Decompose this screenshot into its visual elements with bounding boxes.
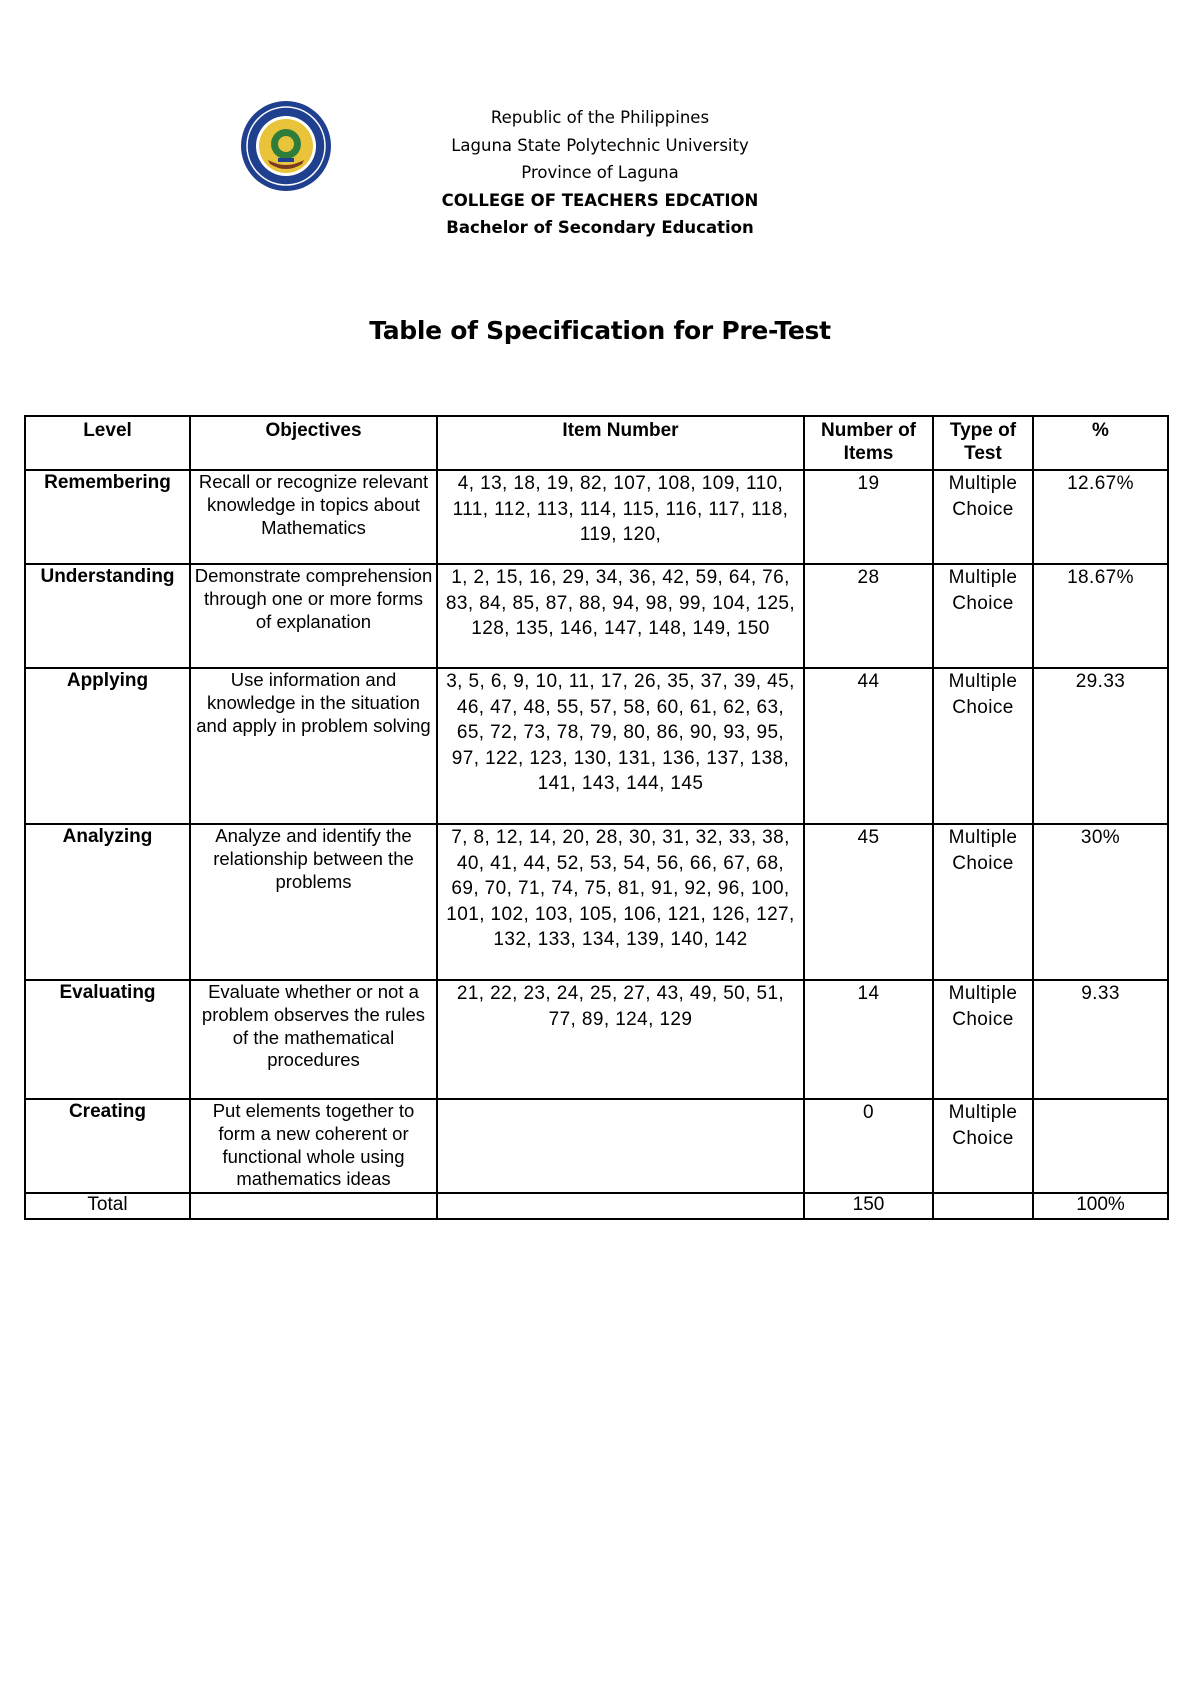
percent-cell: 18.67% bbox=[1033, 564, 1168, 668]
count-cell: 19 bbox=[804, 470, 933, 564]
objective-cell: Evaluate whether or not a problem observes the rules of the mathematical procedures bbox=[190, 980, 437, 1099]
column-header-item-number: Item Number bbox=[437, 416, 804, 470]
type-cell: Multiple Choice bbox=[933, 824, 1033, 980]
level-cell: Applying bbox=[25, 668, 190, 824]
total-label-cell: Total bbox=[25, 1193, 190, 1219]
objective-cell: Use information and knowledge in the situation and apply in problem solving bbox=[190, 668, 437, 824]
count-cell: 45 bbox=[804, 824, 933, 980]
percent-cell: 12.67% bbox=[1033, 470, 1168, 564]
item-number-cell: 3, 5, 6, 9, 10, 11, 17, 26, 35, 37, 39, 45, 46, 47, 48, 55, 57, 58, 60, 61, 62, 63, 65, 72, 73, 78, 79, 80, 86, 90, 93, 95, 97, 122, 123, 130, 131, 136, 137, 138, 141, 143, 144, 145 bbox=[437, 668, 804, 824]
table-row bbox=[25, 564, 1168, 668]
level-cell: Understanding bbox=[25, 564, 190, 668]
column-header-type-of-test: Type of Test bbox=[933, 416, 1033, 470]
objective-cell: Analyze and identify the relationship between the problems bbox=[190, 824, 437, 980]
header-text-block bbox=[0, 104, 1200, 242]
type-cell: Multiple Choice bbox=[933, 470, 1033, 564]
total-percent-cell: 100% bbox=[1033, 1193, 1168, 1219]
objective-cell: Recall or recognize relevant knowledge in topics about Mathematics bbox=[190, 470, 437, 564]
table-row bbox=[25, 668, 1168, 824]
item-number-cell: 21, 22, 23, 24, 25, 27, 43, 49, 50, 51, 77, 89, 124, 129 bbox=[437, 980, 804, 1099]
total-count-cell: 150 bbox=[804, 1193, 933, 1219]
percent-cell: 9.33 bbox=[1033, 980, 1168, 1099]
specification-table bbox=[24, 415, 1169, 1220]
type-cell: Multiple Choice bbox=[933, 1099, 1033, 1193]
table-header-row bbox=[25, 416, 1168, 470]
percent-cell: 30% bbox=[1033, 824, 1168, 980]
level-cell: Remembering bbox=[25, 470, 190, 564]
header-country: Republic of the Philippines bbox=[490, 108, 710, 127]
type-cell: Multiple Choice bbox=[933, 980, 1033, 1099]
objective-cell: Put elements together to form a new coherent or functional whole using mathematics ideas bbox=[190, 1099, 437, 1193]
objective-cell: Demonstrate comprehension through one or more forms of explanation bbox=[190, 564, 437, 668]
table-row bbox=[25, 980, 1168, 1099]
item-number-cell: 7, 8, 12, 14, 20, 28, 30, 31, 32, 33, 38, 40, 41, 44, 52, 53, 54, 56, 66, 67, 68, 69, 70, 71, 74, 75, 81, 91, 92, 96, 100, 101, 102, 103, 105, 106, 121, 126, 127, 132, 133, 134, 139, 140, 142 bbox=[437, 824, 804, 980]
table-row bbox=[25, 824, 1168, 980]
level-cell: Evaluating bbox=[25, 980, 190, 1099]
type-cell: Multiple Choice bbox=[933, 668, 1033, 824]
count-cell: 0 bbox=[804, 1099, 933, 1193]
level-cell: Analyzing bbox=[25, 824, 190, 980]
count-cell: 44 bbox=[804, 668, 933, 824]
page-title: Table of Specification for Pre-Test bbox=[369, 316, 831, 345]
item-number-cell bbox=[437, 1099, 804, 1193]
total-empty-cell bbox=[190, 1193, 437, 1219]
column-header-number-of-items: Number of Items bbox=[804, 416, 933, 470]
item-number-cell: 1, 2, 15, 16, 29, 34, 36, 42, 59, 64, 76, 83, 84, 85, 87, 88, 94, 98, 99, 104, 125, 128, 135, 146, 147, 148, 149, 150 bbox=[437, 564, 804, 668]
percent-cell: 29.33 bbox=[1033, 668, 1168, 824]
percent-cell bbox=[1033, 1099, 1168, 1193]
column-header-objectives: Objectives bbox=[190, 416, 437, 470]
table-row bbox=[25, 1099, 1168, 1193]
level-cell: Creating bbox=[25, 1099, 190, 1193]
header-university: Laguna State Polytechnic University bbox=[451, 135, 749, 155]
column-header-level: Level bbox=[25, 416, 190, 470]
header-province: Province of Laguna bbox=[521, 163, 679, 182]
header-program: Bachelor of Secondary Education bbox=[446, 218, 754, 237]
type-cell: Multiple Choice bbox=[933, 564, 1033, 668]
table-row bbox=[25, 470, 1168, 564]
total-empty-cell bbox=[933, 1193, 1033, 1219]
item-number-cell: 4, 13, 18, 19, 82, 107, 108, 109, 110, 111, 112, 113, 114, 115, 116, 117, 118, 119, 120, bbox=[437, 470, 804, 564]
column-header-percent: % bbox=[1033, 416, 1168, 470]
count-cell: 28 bbox=[804, 564, 933, 668]
header-college: COLLEGE OF TEACHERS EDCATION bbox=[441, 190, 759, 210]
count-cell: 14 bbox=[804, 980, 933, 1099]
total-empty-cell bbox=[437, 1193, 804, 1219]
total-row bbox=[25, 1193, 1168, 1219]
